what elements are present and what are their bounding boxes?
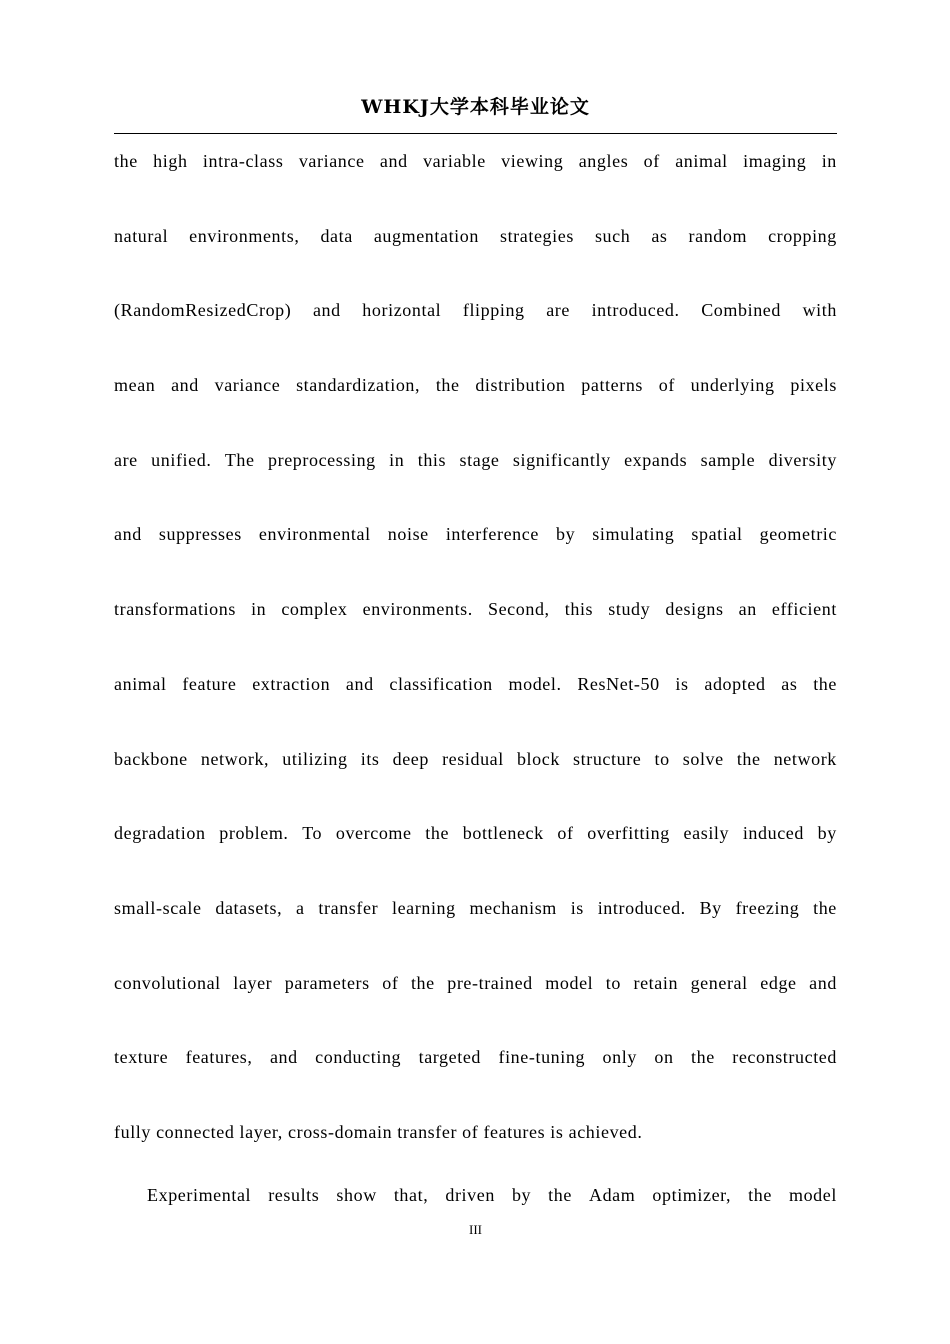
text-word: data	[320, 225, 353, 246]
text-word: by	[511, 1185, 532, 1205]
text-word: to	[654, 748, 670, 769]
text-word: overcome	[335, 823, 412, 844]
paragraph-1-line	[114, 366, 837, 441]
text-word: the	[813, 897, 837, 918]
text-word: augmentation	[373, 225, 479, 246]
text-word: the	[114, 151, 138, 171]
text-word: of	[557, 823, 574, 844]
text-word: noise	[387, 524, 429, 545]
text-word: to	[605, 972, 621, 993]
text-word: model	[788, 1185, 837, 1205]
text-word: of	[643, 151, 660, 171]
text-word: network	[773, 748, 837, 769]
text-word: and	[809, 972, 837, 993]
text-word: by	[817, 823, 837, 844]
text-word: reconstructed	[732, 1047, 837, 1068]
text-word: and	[345, 673, 374, 694]
text-word: expands	[624, 449, 688, 470]
text-word: texture	[114, 1047, 169, 1068]
text-word: strategies	[499, 225, 574, 246]
text-word: small-scale	[114, 897, 202, 918]
text-word: patterns	[581, 375, 644, 396]
text-word: Adam	[588, 1185, 636, 1205]
text-word: introduced.	[597, 897, 686, 918]
header-divider	[114, 133, 837, 134]
text-word: datasets,	[215, 897, 283, 918]
text-word: sample	[700, 449, 756, 470]
text-word: general	[690, 972, 748, 993]
text-word: are	[546, 300, 570, 321]
text-word: the	[736, 748, 761, 769]
text-word: designs	[665, 599, 724, 620]
text-word: Second,	[487, 599, 550, 620]
text-word: random	[688, 225, 748, 246]
text-word: high	[153, 151, 188, 171]
text-word: viewing	[501, 151, 564, 171]
text-word: and	[114, 524, 142, 545]
text-word: targeted	[418, 1047, 482, 1068]
paragraph-1-line	[114, 515, 837, 590]
text-word: classification	[389, 673, 493, 694]
text-word: as	[781, 673, 798, 694]
text-word: efficient	[771, 599, 837, 620]
text-word: induced	[742, 823, 804, 844]
text-word: learning	[391, 897, 456, 918]
page-header-title: WHKJ大学本科毕业论文	[361, 96, 590, 118]
paragraph-1-line	[114, 1038, 837, 1113]
text-word: and	[171, 375, 199, 396]
text-word: with	[802, 300, 837, 321]
text-word: backbone	[114, 748, 188, 769]
text-word: pixels	[790, 375, 837, 396]
paragraph-1-line	[114, 291, 837, 366]
text-word: feature	[182, 673, 237, 694]
text-word: cropping	[768, 225, 837, 246]
text-word: convolutional	[114, 972, 221, 993]
text-word: pre-trained	[447, 972, 533, 993]
text-word: only	[602, 1047, 637, 1068]
text-word: by	[556, 524, 576, 545]
paragraph-2-first-line	[114, 1176, 837, 1214]
text-word: distribution	[475, 375, 566, 396]
text-word: To	[302, 823, 323, 844]
text-word: By	[699, 897, 722, 918]
text-word: fine-tuning	[498, 1047, 586, 1068]
page-number: III	[469, 1222, 482, 1237]
text-word: the	[410, 972, 435, 993]
text-word: interference	[445, 524, 539, 545]
text-word: preprocessing	[268, 449, 376, 470]
text-word: an	[738, 599, 757, 620]
text-word: animal	[675, 151, 728, 171]
text-word: its	[360, 748, 380, 769]
text-word: introduced.	[591, 300, 680, 321]
paragraph-1-line: fully connected layer, cross-domain transfer of features is achieved.	[114, 1121, 643, 1142]
text-word: mean	[114, 375, 156, 396]
text-word: (RandomResizedCrop)	[114, 300, 292, 321]
text-word: problem.	[219, 823, 289, 844]
paragraph-1-line	[114, 964, 837, 1039]
text-word: is	[675, 673, 689, 694]
text-word: the	[691, 1047, 715, 1068]
text-word: complex	[281, 599, 348, 620]
text-word: results	[268, 1185, 320, 1205]
text-word: standardization,	[296, 375, 421, 396]
text-word: solve	[682, 748, 724, 769]
paragraph-1-line	[114, 814, 837, 889]
text-word: mechanism	[469, 897, 557, 918]
text-word: Experimental	[147, 1185, 252, 1205]
text-word: stage	[459, 449, 500, 470]
text-word: driven	[445, 1185, 495, 1205]
text-word: edge	[760, 972, 797, 993]
text-word: model	[545, 972, 594, 993]
paragraph-1-line	[114, 217, 837, 292]
text-word: that,	[393, 1185, 429, 1205]
text-word: optimizer,	[652, 1185, 732, 1205]
text-word: ResNet-50	[577, 673, 660, 694]
text-word: transfer	[318, 897, 379, 918]
text-word: study	[608, 599, 651, 620]
text-word: the	[425, 823, 450, 844]
text-word: the	[813, 673, 837, 694]
text-word: and	[379, 151, 408, 171]
text-word: in	[389, 449, 405, 470]
text-word: deep	[392, 748, 429, 769]
text-word: environments.	[362, 599, 473, 620]
text-word: of	[382, 972, 399, 993]
text-word: Combined	[701, 300, 782, 321]
text-word: network,	[200, 748, 270, 769]
text-word: such	[594, 225, 631, 246]
text-word: simulating	[592, 524, 675, 545]
paragraph-1	[114, 142, 837, 1188]
text-word: utilizing	[282, 748, 348, 769]
text-word: angles	[578, 151, 629, 171]
text-word: of	[658, 375, 675, 396]
text-word: spatial	[691, 524, 743, 545]
text-word: freezing	[735, 897, 800, 918]
text-word: this	[417, 449, 447, 470]
text-word: model.	[508, 673, 562, 694]
paragraph-1-line	[114, 590, 837, 665]
text-word: horizontal	[362, 300, 442, 321]
text-word: is	[570, 897, 584, 918]
paragraph-1-line	[114, 441, 837, 516]
text-word: features,	[185, 1047, 253, 1068]
text-word: suppresses	[158, 524, 242, 545]
text-word: on	[654, 1047, 674, 1068]
paragraph-1-line	[114, 665, 837, 740]
text-word: and	[269, 1047, 298, 1068]
text-word: extraction	[252, 673, 331, 694]
text-word: show	[336, 1185, 377, 1205]
text-word: the	[748, 1185, 772, 1205]
paragraph-1-line	[114, 142, 837, 217]
text-word: natural	[114, 225, 169, 246]
text-word: variable	[423, 151, 486, 171]
text-word: are	[114, 449, 138, 470]
text-word: the	[435, 375, 460, 396]
text-word: this	[564, 599, 594, 620]
text-word: imaging	[743, 151, 807, 171]
text-word: environmental	[258, 524, 371, 545]
text-word: flipping	[462, 300, 525, 321]
text-word: easily	[683, 823, 730, 844]
text-word: environments,	[189, 225, 300, 246]
text-word: the	[548, 1185, 572, 1205]
text-word: transformations	[114, 599, 236, 620]
text-word: in	[251, 599, 267, 620]
text-word: diversity	[768, 449, 837, 470]
text-word: retain	[633, 972, 679, 993]
text-word: degradation	[114, 823, 206, 844]
paragraph-1-line	[114, 740, 837, 815]
text-word: as	[651, 225, 668, 246]
text-word: structure	[573, 748, 642, 769]
text-word: variance	[298, 151, 365, 171]
text-word: intra-class	[202, 151, 284, 171]
text-word: residual	[442, 748, 504, 769]
text-word: unified.	[151, 449, 212, 470]
text-word: The	[224, 449, 255, 470]
text-word: a	[296, 897, 305, 918]
text-word: layer	[233, 972, 273, 993]
text-word: variance	[214, 375, 281, 396]
text-word: and	[312, 300, 341, 321]
text-word: block	[516, 748, 560, 769]
paragraph-1-line	[114, 889, 837, 964]
text-word: overfitting	[587, 823, 670, 844]
text-word: animal	[114, 673, 167, 694]
text-word: conducting	[315, 1047, 402, 1068]
text-word: parameters	[284, 972, 370, 993]
text-word: underlying	[690, 375, 775, 396]
text-word: bottleneck	[462, 823, 544, 844]
text-word: in	[821, 151, 837, 171]
text-word: adopted	[704, 673, 766, 694]
text-word: geometric	[759, 524, 837, 545]
text-word: significantly	[512, 449, 611, 470]
